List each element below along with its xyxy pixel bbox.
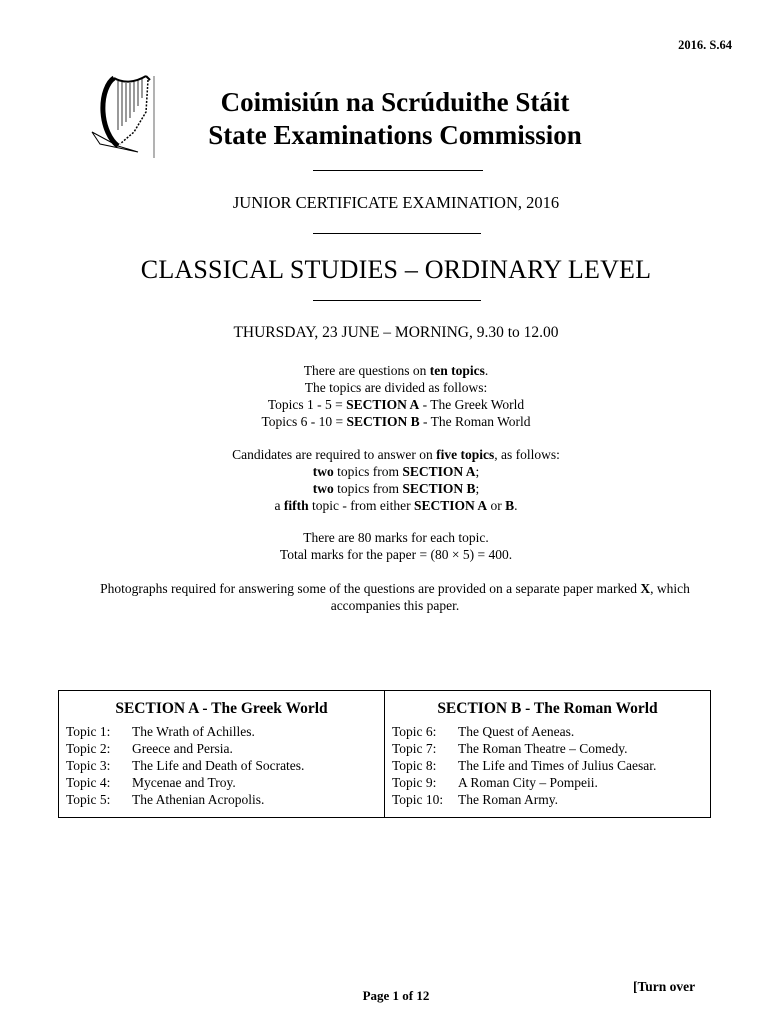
- subject-title: CLASSICAL STUDIES – ORDINARY LEVEL: [140, 255, 652, 284]
- marks-each: There are 80 marks for each topic.: [303, 530, 489, 545]
- fifth-line: a fifth topic - from either SECTION A or B.: [274, 498, 518, 513]
- topic-row: Topic 7: The Roman Theatre – Comedy.: [392, 741, 628, 756]
- intro-line: There are questions on ten topics.: [303, 363, 489, 378]
- topic-row: Topic 9: A Roman City – Pompeii.: [392, 775, 598, 790]
- marks-total: Total marks for the paper = (80 × 5) = 400.: [279, 547, 513, 562]
- harp-logo-icon: [88, 72, 158, 158]
- divided-line: The topics are divided as follows:: [304, 380, 488, 395]
- topic-row: Topic 3: The Life and Death of Socrates.: [66, 758, 305, 773]
- topics-b-line: Topics 6 - 10 = SECTION B - The Roman World: [261, 414, 531, 429]
- topics-table: [58, 690, 711, 818]
- section-a-topics: [59, 722, 384, 817]
- page-number: Page 1 of 12: [362, 988, 430, 1003]
- section-a-heading: SECTION A - The Greek World: [115, 700, 328, 717]
- divider: [313, 170, 483, 171]
- section-b-heading: SECTION B - The Roman World: [437, 700, 658, 717]
- topic-row: Topic 10: The Roman Army.: [392, 792, 558, 807]
- topic-row: Topic 1: The Wrath of Achilles.: [66, 724, 255, 739]
- requirements: [0, 446, 770, 514]
- topics-a-line: Topics 1 - 5 = SECTION A - The Greek World: [267, 397, 525, 412]
- topic-row: Topic 2: Greece and Persia.: [66, 741, 233, 756]
- org-name-irish: Coimisiún na Scrúduithe Stáit: [220, 87, 570, 117]
- exam-date: THURSDAY, 23 JUNE – MORNING, 9.30 to 12.00: [233, 324, 559, 341]
- marks-info: [0, 529, 770, 563]
- req-line: Candidates are required to answer on five topics, as follows:: [232, 447, 560, 462]
- topics-intro: [0, 362, 770, 430]
- section-b-topics: [385, 722, 710, 817]
- org-name-english: State Examinations Commission: [208, 120, 582, 150]
- turn-over: [Turn over: [633, 979, 696, 994]
- paper-code: 2016. S.64: [678, 38, 732, 52]
- topic-row: Topic 5: The Athenian Acropolis.: [66, 792, 265, 807]
- topic-row: Topic 6: The Quest of Aeneas.: [392, 724, 575, 739]
- two-a-line: two topics from SECTION A;: [312, 464, 480, 479]
- section-b-cell: [385, 691, 711, 818]
- section-a-cell: [59, 691, 385, 818]
- two-b-line: two topics from SECTION B;: [312, 481, 480, 496]
- topic-row: Topic 4: Mycenae and Troy.: [66, 775, 236, 790]
- divider: [313, 233, 481, 234]
- topic-row: Topic 8: The Life and Times of Julius Caesar.: [392, 758, 657, 773]
- exam-title: JUNIOR CERTIFICATE EXAMINATION, 2016: [232, 193, 560, 212]
- divider: [313, 300, 481, 301]
- photographs-note: Photographs required for answering some of the questions are provided on a separate paper marked X, which accompanies this paper.: [100, 581, 690, 613]
